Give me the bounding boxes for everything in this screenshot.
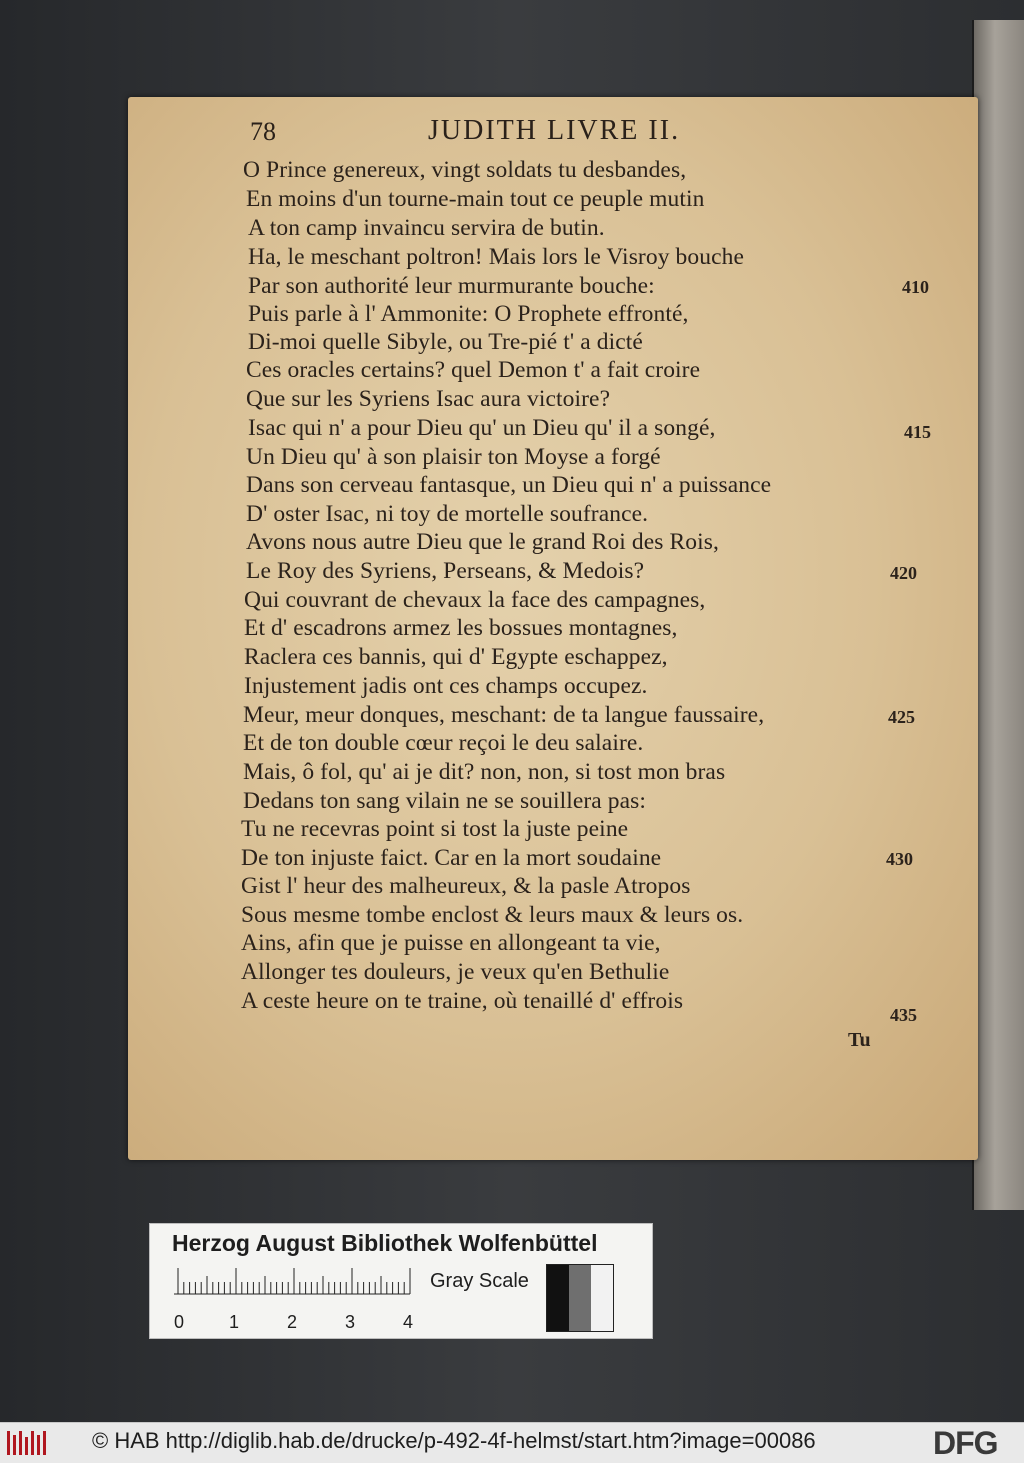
verse-line: Ha, le meschant poltron! Mais lors le Visroy bouche: [248, 244, 744, 270]
verse-line: Dedans ton sang vilain ne se souillera pas:: [243, 788, 647, 814]
line-number: 415: [904, 422, 931, 442]
verse-line: Meur, meur donques, meschant: de ta langue faussaire,: [243, 702, 765, 728]
source-url-text: © HAB http://diglib.hab.de/drucke/p-492-4f-helmst/start.htm?image=00086: [92, 1428, 816, 1453]
line-number: 430: [886, 849, 913, 869]
verse-line: Et d' escadrons armez les bossues montagnes,: [244, 615, 678, 641]
page-number: 78: [250, 117, 276, 146]
verse-line: D' oster Isac, ni toy de mortelle soufrance.: [246, 501, 649, 527]
gray-swatch-mid: [569, 1265, 591, 1331]
verse-line: Ains, afin que je puisse en allongeant ta vie,: [241, 930, 661, 956]
gray-swatch-light: [591, 1265, 613, 1331]
ruler-number: 1: [229, 1312, 240, 1332]
dfg-logo: DFG: [933, 1425, 998, 1461]
verse-line: De ton injuste faict. Car en la mort soudaine: [241, 845, 662, 871]
line-number: 435: [890, 1005, 917, 1025]
verse-line: Tu ne recevras point si tost la juste peine: [241, 816, 629, 842]
verse-line: Le Roy des Syriens, Perseans, & Medois?: [246, 558, 645, 584]
line-number: 410: [902, 277, 929, 297]
verse-line: Isac qui n' a pour Dieu qu' un Dieu qu' il a songé,: [248, 415, 716, 441]
verse-line: Puis parle à l' Ammonite: O Prophete effronté,: [248, 301, 689, 327]
measurement-ruler: [170, 1266, 420, 1332]
verse-line: Allonger tes douleurs, je veux qu'en Bethulie: [241, 959, 670, 985]
verse-line: Que sur les Syriens Isac aura victoire?: [246, 386, 611, 412]
verse-line: A ton camp invaincu servira de butin.: [248, 215, 605, 241]
verse-line: Qui couvrant de chevaux la face des campagnes,: [244, 587, 706, 613]
verse-line: Di-moi quelle Sibyle, ou Tre-pié t' a dicté: [248, 329, 643, 355]
gray-scale-label: Gray Scale: [430, 1270, 529, 1292]
verse-line: Un Dieu qu' à son plaisir ton Moyse a forgé: [246, 444, 661, 470]
hab-logo-icon: [6, 1429, 50, 1457]
adjacent-page-edge: [972, 20, 1024, 1210]
verse-line: Raclera ces bannis, qui d' Egypte eschappez,: [244, 644, 668, 670]
gray-scale-swatches: [546, 1264, 614, 1332]
verse-line: Par son authorité leur murmurante bouche:: [248, 273, 655, 299]
line-number: 420: [890, 563, 917, 583]
ruler-number: 3: [345, 1312, 356, 1332]
library-label-card: [149, 1223, 653, 1339]
verse-line: Dans son cerveau fantasque, un Dieu qui n' a puissance: [246, 472, 772, 498]
ruler-number: 2: [287, 1312, 298, 1332]
book-page: [128, 97, 978, 1160]
verse-line: Injustement jadis ont ces champs occupez.: [244, 673, 648, 699]
verse-line: Ces oracles certains? quel Demon t' a fait croire: [246, 357, 701, 383]
verse-line: A ceste heure on te traine, où tenaillé d' effrois: [241, 988, 684, 1014]
verse-line: Sous mesme tombe enclost & leurs maux & leurs os.: [241, 902, 744, 928]
footer-bar: [0, 1422, 1024, 1463]
gray-swatch-dark: [547, 1265, 569, 1331]
verse-line: O Prince genereux, vingt soldats tu desbandes,: [243, 157, 687, 183]
line-number: 425: [888, 707, 915, 727]
verse-line: En moins d'un tourne-main tout ce peuple mutin: [246, 186, 705, 212]
library-name: Herzog August Bibliothek Wolfenbüttel: [172, 1230, 598, 1256]
running-head-title: JUDITH LIVRE II.: [428, 115, 681, 146]
catchword: Tu: [848, 1029, 871, 1051]
ruler-number: 4: [403, 1312, 414, 1332]
verse-line: Mais, ô fol, qu' ai je dit? non, non, si tost mon bras: [243, 759, 726, 785]
ruler-number: 0: [174, 1312, 185, 1332]
verse-line: Gist l' heur des malheureux, & la pasle Atropos: [241, 873, 691, 899]
verse-line: Avons nous autre Dieu que le grand Roi des Rois,: [246, 529, 719, 555]
verse-line: Et de ton double cœur reçoi le deu salaire.: [243, 730, 644, 756]
